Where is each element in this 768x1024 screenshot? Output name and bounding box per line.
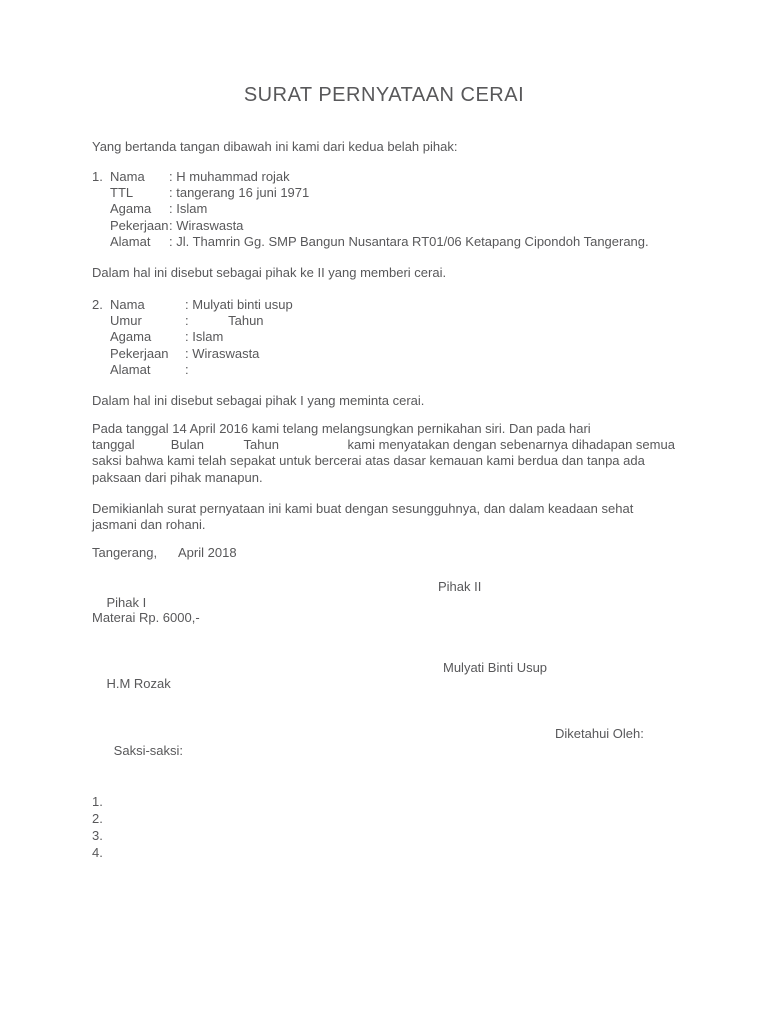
field-value: : Wiraswasta <box>185 346 676 362</box>
party1-number: 1. <box>92 169 103 184</box>
field-label: Agama <box>110 201 152 217</box>
field-label: Alamat <box>110 361 151 377</box>
party1-role-statement: Dalam hal ini disebut sebagai pihak ke II yang memberi cerai. <box>92 265 447 280</box>
field-row <box>92 313 676 329</box>
field-row <box>92 362 676 378</box>
paragraph-line: Demikianlah surat pernyataan ini kami buat dengan sesungguhnya, dan dalam keadaan sehat <box>92 501 634 516</box>
stamp-note: Materai Rp. 6000,- <box>92 610 200 625</box>
party1-signature-name: H.M Rozak <box>106 676 171 692</box>
intro-line: Yang bertanda tangan dibawah ini kami dari kedua belah pihak: <box>92 139 458 154</box>
field-row <box>92 169 676 185</box>
letter-title: SURAT PERNYATAAN CERAI <box>243 84 525 106</box>
paragraph-line: paksaan dari pihak manapun. <box>92 469 263 485</box>
acknowledged-by-label: Diketahui Oleh: <box>555 726 644 741</box>
field-row <box>92 346 676 362</box>
field-value: : H muhammad rojak <box>169 169 676 185</box>
field-value: : Islam <box>185 329 676 345</box>
party1-section <box>92 169 676 250</box>
field-row <box>92 201 676 217</box>
paragraph-line: saksi bahwa kami telah sepakat untuk bercerai atas dasar kemauan kami berdua dan tanpa ada <box>92 453 645 469</box>
witnesses-section <box>92 725 676 861</box>
field-row <box>92 185 676 201</box>
field-label: Alamat <box>110 233 151 249</box>
closing-paragraph <box>92 501 676 533</box>
party2-role-statement: Dalam hal ini disebut sebagai pihak I yang meminta cerai. <box>92 393 425 408</box>
field-label: Agama <box>110 329 152 345</box>
paragraph-line: Pada tanggal 14 April 2016 kami telang melangsungkan pernikahan siri. Dan pada hari <box>92 421 591 436</box>
field-row <box>92 234 676 250</box>
field-label: TTL <box>110 185 134 201</box>
witnesses-heading: Saksi-saksi: <box>113 743 184 758</box>
field-value: : Islam <box>169 201 676 217</box>
party2-signature-name: Mulyati Binti Usup <box>443 660 548 675</box>
party2-signature-label: Pihak II <box>438 579 482 594</box>
field-label: Nama <box>110 297 145 312</box>
paragraph-line: tanggal Bulan Tahun kami menyatakan dengan sebenarnya dihadapan semua <box>92 437 675 453</box>
field-label: Pekerjaan <box>110 217 169 233</box>
paragraph-line: jasmani dan rohani. <box>92 517 206 533</box>
party2-section <box>92 297 676 378</box>
party1-signature-label: Pihak I <box>106 595 147 611</box>
field-row <box>92 297 676 313</box>
field-label: Pekerjaan <box>110 345 169 361</box>
field-label: Nama <box>110 169 145 184</box>
signature-names-row <box>92 660 676 692</box>
witness-line: 3. <box>92 828 103 843</box>
field-value <box>185 362 676 378</box>
body-paragraph <box>92 421 676 486</box>
party2-number: 2. <box>92 297 103 312</box>
place-date-line: Tangerang, April 2018 <box>92 545 237 560</box>
field-value: : tangerang 16 juni 1971 <box>169 185 676 201</box>
party-labels-row <box>92 579 676 611</box>
field-value: : Wiraswasta <box>169 218 676 234</box>
witness-line: 1. <box>92 794 103 809</box>
field-row <box>92 329 676 345</box>
field-value: : Mulyati binti usup <box>185 297 676 313</box>
field-row <box>92 218 676 234</box>
field-value: : Jl. Thamrin Gg. SMP Bangun Nusantara RT01/06 Ketapang Cipondoh Tangerang. <box>169 234 676 250</box>
field-label: Umur <box>110 313 142 329</box>
witnesses-heading-row <box>92 725 676 793</box>
witness-line: 2. <box>92 811 103 826</box>
field-value: : Tahun <box>185 313 676 329</box>
witness-line: 4. <box>92 845 103 860</box>
